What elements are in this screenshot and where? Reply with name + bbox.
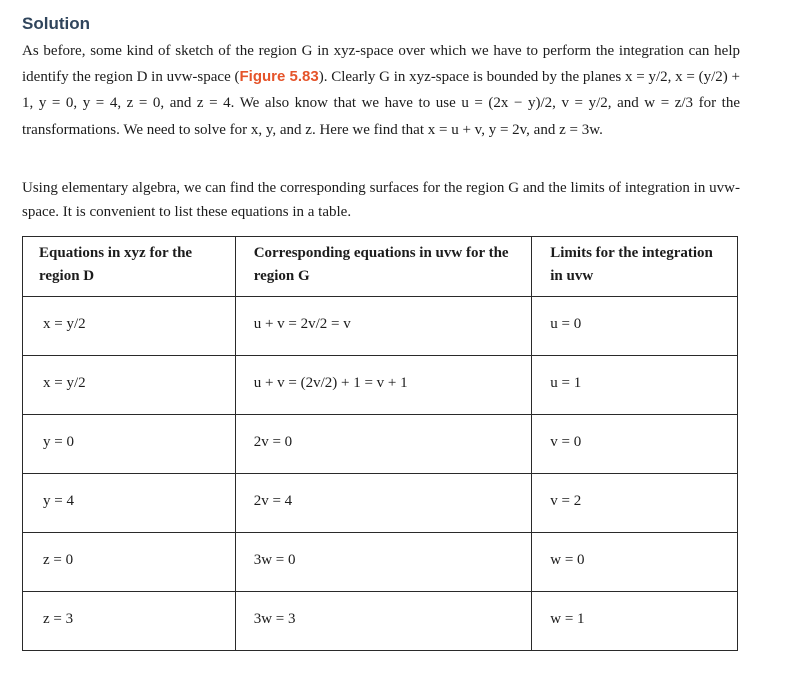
intro-paragraph	[22, 38, 740, 143]
table-row	[23, 592, 738, 651]
xyz-equation-cell: z = 3	[23, 592, 236, 651]
header-xyz-equations: Equations in xyz for the region D	[23, 237, 236, 297]
table-row	[23, 415, 738, 474]
uvw-equation-cell: 2v = 4	[235, 474, 532, 533]
limit-cell: u = 0	[532, 297, 738, 356]
table-row	[23, 297, 738, 356]
figure-link[interactable]: Figure 5.83	[239, 68, 319, 86]
limit-cell: w = 0	[532, 533, 738, 592]
uvw-equation-cell: u + v = (2v/2) + 1 = v + 1	[235, 356, 532, 415]
uvw-equation-cell: 3w = 3	[235, 592, 532, 651]
intro-text-before-link: As before, some kind of sketch of the region G in xyz-space over which we have to perform the integration can help identify the region D in uvw-space (	[22, 43, 740, 86]
xyz-equation-cell: z = 0	[23, 533, 236, 592]
section-heading: Solution	[22, 14, 90, 33]
xyz-equation-cell: x = y/2	[23, 297, 236, 356]
limit-cell: u = 1	[532, 356, 738, 415]
header-uvw-equations: Corresponding equations in uvw for the region G	[235, 237, 532, 297]
table-intro-paragraph: Using elementary algebra, we can find the corresponding surfaces for the region G and the limits of integration in uvw-space. It is convenient to list these equations in a table.	[22, 180, 740, 220]
table-row	[23, 356, 738, 415]
intro-text-after-link: ). Clearly G in xyz-space is bounded by the planes x = y/2, x = (y/2) + 1, y = 0, y = 4, z = 0, and z = 4. We also know that we have to use u = (2x − y)/2, v = y/2, and w = z/3 for the transformations. We need to solve for x, y, and z. Here we find that x = u + v, y = 2v, and z = 3w.	[22, 69, 741, 138]
limit-cell: w = 1	[532, 592, 738, 651]
table-header-row	[23, 237, 738, 297]
table-row	[23, 474, 738, 533]
table-row	[23, 533, 738, 592]
xyz-equation-cell: x = y/2	[23, 356, 236, 415]
header-integration-limits: Limits for the integration in uvw	[532, 237, 738, 297]
uvw-equation-cell: 3w = 0	[235, 533, 532, 592]
equations-table	[22, 236, 738, 651]
uvw-equation-cell: u + v = 2v/2 = v	[235, 297, 532, 356]
limit-cell: v = 0	[532, 415, 738, 474]
xyz-equation-cell: y = 4	[23, 474, 236, 533]
xyz-equation-cell: y = 0	[23, 415, 236, 474]
limit-cell: v = 2	[532, 474, 738, 533]
uvw-equation-cell: 2v = 0	[235, 415, 532, 474]
